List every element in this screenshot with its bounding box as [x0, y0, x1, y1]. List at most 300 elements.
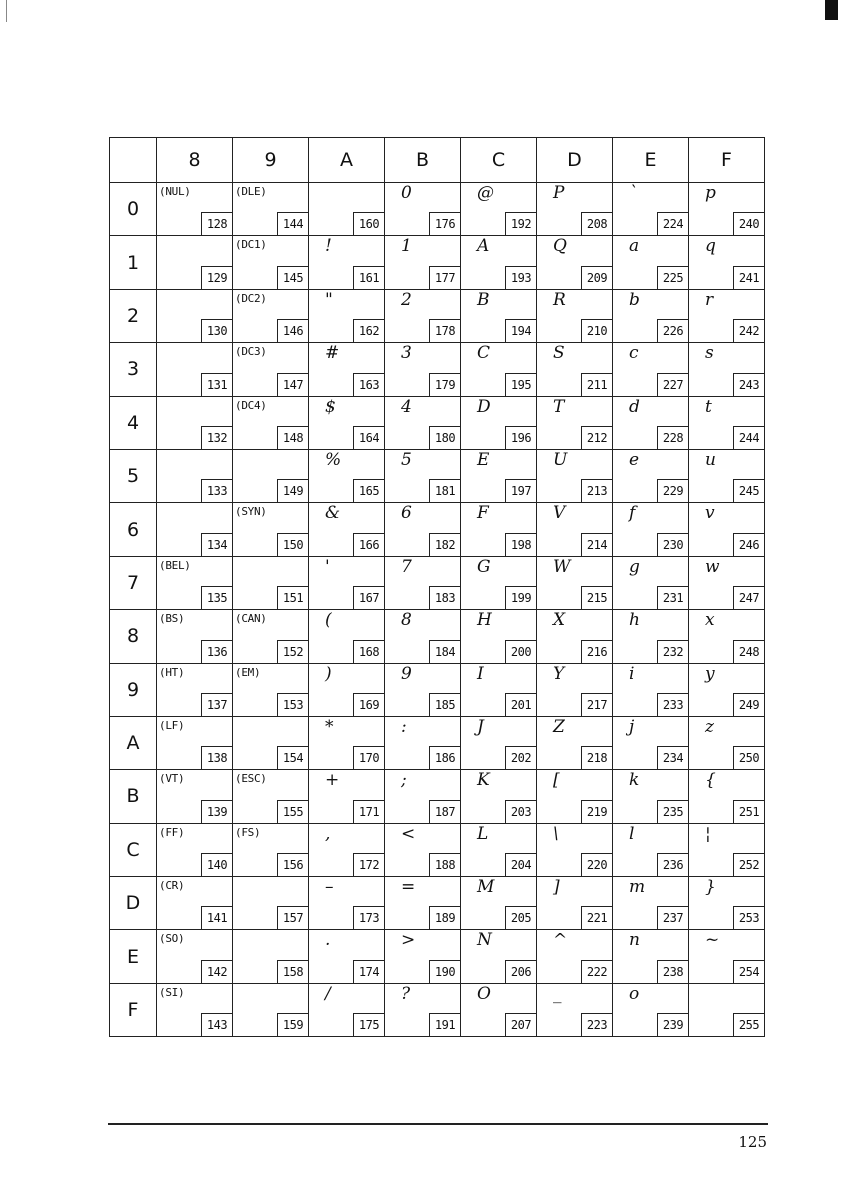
decimal-code-box: 254 — [733, 960, 764, 983]
table-header — [110, 138, 765, 183]
code-cell — [233, 716, 309, 769]
table-row — [110, 396, 765, 449]
decimal-code-box: 162 — [353, 319, 384, 342]
control-code-label: (DLE) — [235, 185, 267, 198]
character-glyph: 5 — [401, 449, 412, 470]
code-cell — [309, 343, 385, 396]
character-glyph: V — [553, 503, 566, 524]
code-cell — [309, 770, 385, 823]
decimal-code-box: 227 — [657, 373, 688, 396]
character-glyph: { — [705, 770, 716, 791]
table-row — [110, 983, 765, 1036]
decimal-code-box: 218 — [581, 746, 612, 769]
table-row — [110, 877, 765, 930]
decimal-code-box: 153 — [277, 693, 308, 716]
table-row — [110, 236, 765, 289]
character-glyph: S — [553, 343, 565, 364]
code-cell — [157, 503, 233, 556]
decimal-code-box: 146 — [277, 319, 308, 342]
decimal-code-box: 140 — [201, 853, 232, 876]
decimal-code-box: 198 — [505, 533, 536, 556]
code-cell — [461, 930, 537, 983]
character-glyph: @ — [477, 183, 494, 203]
code-cell — [537, 983, 613, 1036]
code-cell — [689, 877, 765, 930]
code-cell — [461, 183, 537, 236]
code-cell — [309, 610, 385, 663]
code-cell — [233, 823, 309, 876]
decimal-code-box: 168 — [353, 640, 384, 663]
decimal-code-box: 182 — [429, 533, 460, 556]
code-cell — [157, 556, 233, 609]
character-glyph: j — [629, 716, 635, 737]
character-glyph: i — [629, 663, 635, 684]
character-glyph: 1 — [401, 236, 412, 257]
code-cell — [613, 289, 689, 342]
decimal-code-box: 252 — [733, 853, 764, 876]
decimal-code-box: 156 — [277, 853, 308, 876]
code-cell — [233, 289, 309, 342]
decimal-code-box: 241 — [733, 266, 764, 289]
character-glyph: Y — [553, 663, 565, 684]
control-code-label: (FS) — [235, 825, 261, 839]
code-cell — [157, 770, 233, 823]
character-glyph: u — [705, 449, 716, 470]
character-glyph: b — [629, 289, 640, 310]
code-cell — [385, 716, 461, 769]
code-cell — [233, 183, 309, 236]
character-glyph: E — [477, 449, 490, 470]
control-code-label: (EM) — [235, 665, 261, 679]
character-glyph: d — [629, 396, 640, 417]
code-cell — [233, 770, 309, 823]
code-cell — [613, 716, 689, 769]
table-row — [110, 823, 765, 876]
decimal-code-box: 141 — [201, 906, 232, 929]
decimal-code-box: 176 — [429, 212, 460, 235]
code-cell — [309, 183, 385, 236]
character-glyph: ] — [553, 877, 560, 898]
control-code-label: (SYN) — [235, 505, 267, 519]
character-glyph: ' — [325, 556, 330, 577]
code-cell — [613, 930, 689, 983]
code-cell — [613, 503, 689, 556]
character-glyph: m — [629, 877, 646, 898]
code-cell — [233, 663, 309, 716]
code-cell — [385, 556, 461, 609]
code-cell — [309, 503, 385, 556]
decimal-code-box: 143 — [201, 1013, 232, 1036]
table-row — [110, 716, 765, 769]
decimal-code-box: 189 — [429, 906, 460, 929]
decimal-code-box: 235 — [657, 800, 688, 823]
decimal-code-box: 163 — [353, 373, 384, 396]
decimal-code-box: 180 — [429, 426, 460, 449]
control-code-label: (ESC) — [235, 772, 267, 786]
code-cell — [689, 663, 765, 716]
code-cell — [157, 183, 233, 236]
column-header-e: E — [613, 138, 689, 183]
character-glyph: > — [401, 930, 416, 951]
decimal-code-box: 222 — [581, 960, 612, 983]
code-cell — [461, 877, 537, 930]
character-glyph: e — [629, 449, 640, 470]
margin-tick — [6, 0, 7, 22]
character-glyph: Q — [553, 236, 567, 257]
decimal-code-box: 167 — [353, 586, 384, 609]
code-cell — [689, 396, 765, 449]
control-code-label: (DC4) — [235, 398, 267, 412]
decimal-code-box: 137 — [201, 693, 232, 716]
decimal-code-box: 253 — [733, 906, 764, 929]
code-cell — [385, 449, 461, 502]
character-glyph: = — [401, 877, 416, 898]
character-glyph: y — [705, 663, 715, 684]
character-glyph: ` — [629, 183, 638, 203]
code-cell — [537, 503, 613, 556]
code-cell — [689, 183, 765, 236]
code-cell — [537, 396, 613, 449]
code-cell — [157, 823, 233, 876]
code-cell — [233, 343, 309, 396]
character-glyph: 2 — [401, 289, 412, 310]
code-cell — [385, 877, 461, 930]
code-cell — [689, 236, 765, 289]
row-header: 5 — [110, 449, 157, 502]
character-glyph: w — [705, 556, 720, 577]
character-glyph: ~ — [705, 930, 720, 951]
character-glyph: : — [401, 716, 407, 737]
character-glyph: ? — [401, 983, 411, 1004]
code-cell — [537, 289, 613, 342]
control-code-label: (NUL) — [159, 185, 191, 198]
decimal-code-box: 129 — [201, 266, 232, 289]
decimal-code-box: 159 — [277, 1013, 308, 1036]
character-glyph: U — [553, 449, 568, 470]
table-row — [110, 503, 765, 556]
decimal-code-box: 183 — [429, 586, 460, 609]
character-glyph: * — [325, 716, 334, 737]
character-glyph: K — [477, 770, 490, 791]
decimal-code-box: 148 — [277, 426, 308, 449]
character-glyph: q — [705, 236, 716, 257]
code-cell — [157, 663, 233, 716]
code-cell — [613, 556, 689, 609]
decimal-code-box: 229 — [657, 479, 688, 502]
table-body — [110, 183, 765, 1037]
decimal-code-box: 194 — [505, 319, 536, 342]
character-glyph: t — [705, 396, 712, 417]
table-row — [110, 610, 765, 663]
decimal-code-box: 220 — [581, 853, 612, 876]
control-code-label: (BEL) — [159, 558, 191, 572]
code-cell — [537, 663, 613, 716]
character-glyph: ! — [325, 236, 332, 257]
row-header: 1 — [110, 236, 157, 289]
code-cell — [309, 663, 385, 716]
decimal-code-box: 172 — [353, 853, 384, 876]
decimal-code-box: 175 — [353, 1013, 384, 1036]
row-header: 6 — [110, 503, 157, 556]
decimal-code-box: 152 — [277, 640, 308, 663]
column-header-a: A — [309, 138, 385, 183]
row-header: E — [110, 930, 157, 983]
character-glyph: – — [325, 877, 334, 898]
control-code-label: (BS) — [159, 612, 185, 626]
character-glyph: W — [553, 556, 571, 577]
decimal-code-box: 237 — [657, 906, 688, 929]
decimal-code-box: 210 — [581, 319, 612, 342]
code-cell — [537, 449, 613, 502]
decimal-code-box: 244 — [733, 426, 764, 449]
code-cell — [689, 449, 765, 502]
character-glyph: n — [629, 930, 640, 951]
code-cell — [461, 556, 537, 609]
code-cell — [689, 556, 765, 609]
control-code-label: (DC3) — [235, 345, 267, 359]
control-code-label: (VT) — [159, 772, 185, 786]
code-cell — [537, 930, 613, 983]
code-cell — [385, 503, 461, 556]
printer-mark — [825, 0, 838, 20]
character-glyph: Z — [553, 716, 565, 737]
character-glyph: [ — [553, 770, 560, 791]
decimal-code-box: 190 — [429, 960, 460, 983]
decimal-code-box: 132 — [201, 426, 232, 449]
code-cell — [461, 236, 537, 289]
row-header: A — [110, 716, 157, 769]
character-glyph: 3 — [401, 343, 412, 364]
code-cell — [613, 770, 689, 823]
decimal-code-box: 139 — [201, 800, 232, 823]
decimal-code-box: 232 — [657, 640, 688, 663]
character-glyph: l — [629, 823, 635, 844]
character-glyph: } — [705, 877, 716, 898]
decimal-code-box: 178 — [429, 319, 460, 342]
decimal-code-box: 177 — [429, 266, 460, 289]
decimal-code-box: 221 — [581, 906, 612, 929]
character-glyph: . — [325, 930, 331, 951]
decimal-code-box: 236 — [657, 853, 688, 876]
character-glyph: c — [629, 343, 639, 364]
code-cell — [537, 556, 613, 609]
character-glyph: I — [477, 663, 484, 684]
footer-rule — [108, 1123, 768, 1125]
decimal-code-box: 135 — [201, 586, 232, 609]
code-cell — [309, 716, 385, 769]
code-cell — [157, 877, 233, 930]
character-glyph: D — [477, 396, 491, 417]
character-glyph: C — [477, 343, 491, 364]
code-cell — [461, 610, 537, 663]
character-glyph: ¦ — [705, 823, 711, 844]
code-cell — [689, 930, 765, 983]
decimal-code-box: 239 — [657, 1013, 688, 1036]
decimal-code-box: 250 — [733, 746, 764, 769]
code-cell — [233, 610, 309, 663]
decimal-code-box: 224 — [657, 212, 688, 235]
code-cell — [689, 716, 765, 769]
decimal-code-box: 233 — [657, 693, 688, 716]
decimal-code-box: 170 — [353, 746, 384, 769]
character-glyph: B — [477, 289, 490, 310]
character-glyph: k — [629, 770, 640, 791]
column-header-9: 9 — [233, 138, 309, 183]
character-glyph: , — [325, 823, 331, 844]
control-code-label: (SO) — [159, 932, 185, 946]
decimal-code-box: 203 — [505, 800, 536, 823]
decimal-code-box: 136 — [201, 640, 232, 663]
character-glyph: X — [553, 610, 566, 631]
code-cell — [537, 183, 613, 236]
decimal-code-box: 128 — [201, 212, 232, 235]
decimal-code-box: 191 — [429, 1013, 460, 1036]
control-code-label: (FF) — [159, 825, 185, 839]
code-cell — [613, 396, 689, 449]
decimal-code-box: 188 — [429, 853, 460, 876]
decimal-code-box: 197 — [505, 479, 536, 502]
character-glyph: / — [325, 983, 331, 1004]
decimal-code-box: 213 — [581, 479, 612, 502]
code-cell — [537, 610, 613, 663]
code-cell — [613, 610, 689, 663]
decimal-code-box: 171 — [353, 800, 384, 823]
decimal-code-box: 181 — [429, 479, 460, 502]
code-cell — [157, 716, 233, 769]
corner-cell — [110, 138, 157, 183]
decimal-code-box: 242 — [733, 319, 764, 342]
code-cell — [157, 396, 233, 449]
decimal-code-box: 214 — [581, 533, 612, 556]
decimal-code-box: 185 — [429, 693, 460, 716]
decimal-code-box: 231 — [657, 586, 688, 609]
character-glyph: x — [705, 610, 715, 631]
code-cell — [537, 343, 613, 396]
decimal-code-box: 246 — [733, 533, 764, 556]
character-glyph: a — [629, 236, 640, 257]
decimal-code-box: 249 — [733, 693, 764, 716]
character-glyph: < — [401, 823, 416, 844]
decimal-code-box: 169 — [353, 693, 384, 716]
decimal-code-box: 247 — [733, 586, 764, 609]
code-cell — [385, 610, 461, 663]
character-glyph: ; — [401, 770, 407, 791]
code-cell — [157, 930, 233, 983]
table-row — [110, 663, 765, 716]
code-cell — [461, 503, 537, 556]
code-cell — [613, 236, 689, 289]
character-glyph: G — [477, 556, 491, 577]
decimal-code-box: 154 — [277, 746, 308, 769]
row-header: D — [110, 877, 157, 930]
control-code-label: (LF) — [159, 718, 185, 732]
character-glyph: 6 — [401, 503, 412, 524]
decimal-code-box: 228 — [657, 426, 688, 449]
character-glyph: 8 — [401, 610, 412, 631]
character-glyph: ^ — [553, 930, 568, 951]
table-row — [110, 770, 765, 823]
character-glyph: 4 — [401, 396, 412, 417]
character-glyph: 7 — [401, 556, 412, 577]
code-cell — [385, 930, 461, 983]
decimal-code-box: 223 — [581, 1013, 612, 1036]
code-cell — [461, 716, 537, 769]
table-row — [110, 343, 765, 396]
decimal-code-box: 161 — [353, 266, 384, 289]
character-glyph: 0 — [401, 183, 412, 203]
code-cell — [309, 449, 385, 502]
decimal-code-box: 186 — [429, 746, 460, 769]
character-glyph: ( — [325, 610, 332, 631]
character-glyph: & — [325, 503, 341, 524]
code-cell — [613, 877, 689, 930]
decimal-code-box: 179 — [429, 373, 460, 396]
decimal-code-box: 212 — [581, 426, 612, 449]
decimal-code-box: 208 — [581, 212, 612, 235]
code-cell — [689, 343, 765, 396]
decimal-code-box: 240 — [733, 212, 764, 235]
character-glyph: M — [477, 877, 495, 898]
code-cell — [385, 183, 461, 236]
code-cell — [689, 770, 765, 823]
decimal-code-box: 248 — [733, 640, 764, 663]
row-header: C — [110, 823, 157, 876]
code-cell — [689, 503, 765, 556]
row-header: F — [110, 983, 157, 1036]
decimal-code-box: 158 — [277, 960, 308, 983]
code-cell — [385, 343, 461, 396]
code-cell — [537, 716, 613, 769]
column-header-f: F — [689, 138, 765, 183]
character-glyph: " — [325, 289, 333, 310]
code-cell — [309, 236, 385, 289]
code-cell — [613, 663, 689, 716]
code-cell — [537, 770, 613, 823]
code-cell — [461, 770, 537, 823]
decimal-code-box: 164 — [353, 426, 384, 449]
code-cell — [461, 343, 537, 396]
code-cell — [461, 663, 537, 716]
decimal-code-box: 145 — [277, 266, 308, 289]
code-cell — [613, 449, 689, 502]
decimal-code-box: 201 — [505, 693, 536, 716]
character-code-table — [109, 137, 765, 1037]
row-header: 0 — [110, 183, 157, 236]
column-header-b: B — [385, 138, 461, 183]
decimal-code-box: 215 — [581, 586, 612, 609]
control-code-label: (CAN) — [235, 612, 267, 626]
code-cell — [537, 236, 613, 289]
code-cell — [461, 396, 537, 449]
decimal-code-box: 243 — [733, 373, 764, 396]
decimal-code-box: 217 — [581, 693, 612, 716]
column-header-row — [110, 138, 765, 183]
code-cell — [689, 610, 765, 663]
code-cell — [613, 823, 689, 876]
table-row — [110, 449, 765, 502]
code-cell — [537, 877, 613, 930]
code-cell — [385, 289, 461, 342]
column-header-c: C — [461, 138, 537, 183]
code-cell — [461, 289, 537, 342]
decimal-code-box: 133 — [201, 479, 232, 502]
decimal-code-box: 166 — [353, 533, 384, 556]
code-cell — [233, 983, 309, 1036]
code-cell — [309, 877, 385, 930]
code-cell — [233, 503, 309, 556]
code-cell — [385, 983, 461, 1036]
code-cell — [233, 556, 309, 609]
